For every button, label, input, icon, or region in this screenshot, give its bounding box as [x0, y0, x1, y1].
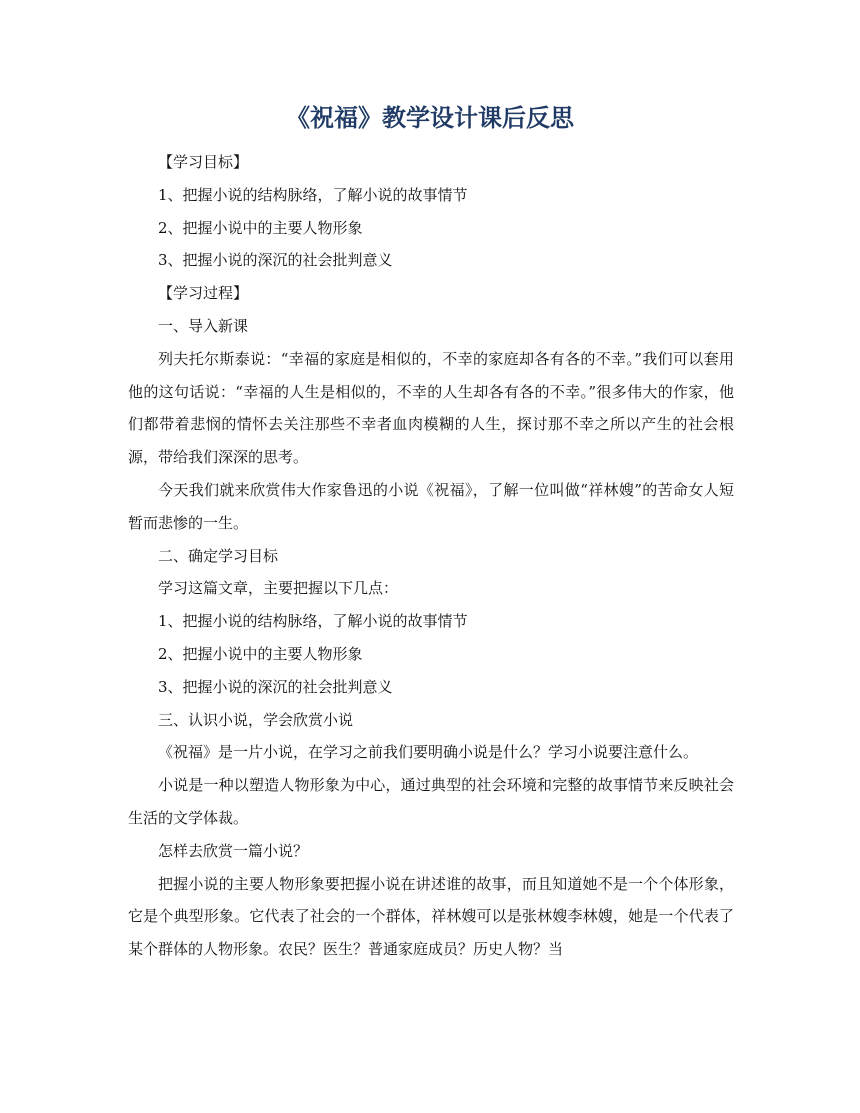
paragraph: 3、把握小说的深沉的社会批判意义 [158, 677, 393, 696]
document-title: 《祝福》教学设计课后反思 [286, 103, 574, 132]
paragraph: 小说是一种以塑造人物形象为中心，通过典型的社会环境和完整的故事情节来反映社会生活的文学体裁。 [128, 776, 734, 827]
document-body [128, 146, 734, 966]
paragraph: 3、把握小说的深沉的社会批判意义 [158, 251, 393, 270]
paragraph: 1、把握小说的结构脉络，了解小说的故事情节 [158, 612, 468, 631]
paragraph: 今天我们就来欣赏伟大作家鲁迅的小说《祝福》，了解一位叫做“祥林嫂”的苦命女人短暂而悲惨的一生。 [128, 480, 734, 532]
paragraph: 【学习目标】 [158, 153, 249, 171]
paragraph: 一、导入新课 [158, 316, 249, 335]
paragraph: 三、认识小说，学会欣赏小说 [158, 710, 354, 729]
paragraph: 【学习过程】 [158, 284, 249, 303]
paragraph: 2、把握小说中的主要人物形象 [158, 644, 363, 663]
paragraph: 把握小说的主要人物形象要把握小说在讲述谁的故事，而且知道她不是一个个体形象，它是个典型形象。它代表了社会的一个群体，祥林嫂可以是张林嫂李林嫂，她是一个代表了某个群体的人物形象。农民？医生？普通家庭成员？历史人物？当 [128, 874, 734, 959]
paragraph: 《祝福》是一片小说，在学习之前我们要明确小说是什么？学习小说要注意什么。 [158, 743, 699, 762]
paragraph: 列夫托尔斯泰说：“幸福的家庭是相似的，不幸的家庭却各有各的不幸。”我们可以套用他的这句话说：“幸福的人生是相似的，不幸的人生却各有各的不幸。”很多伟大的作家，他们都带着悲悯的情怀去关注那些不幸者血肉模糊的人生，探讨那不幸之所以产生的社会根源，带给我们深深的思考。 [128, 349, 734, 467]
paragraph: 二、确定学习目标 [158, 546, 279, 565]
paragraph: 怎样去欣赏一篇小说？ [158, 841, 309, 860]
paragraph: 学习这篇文章，主要把握以下几点： [158, 579, 399, 598]
paragraph: 1、把握小说的结构脉络，了解小说的故事情节 [158, 185, 468, 204]
paragraph: 2、把握小说中的主要人物形象 [158, 218, 363, 237]
